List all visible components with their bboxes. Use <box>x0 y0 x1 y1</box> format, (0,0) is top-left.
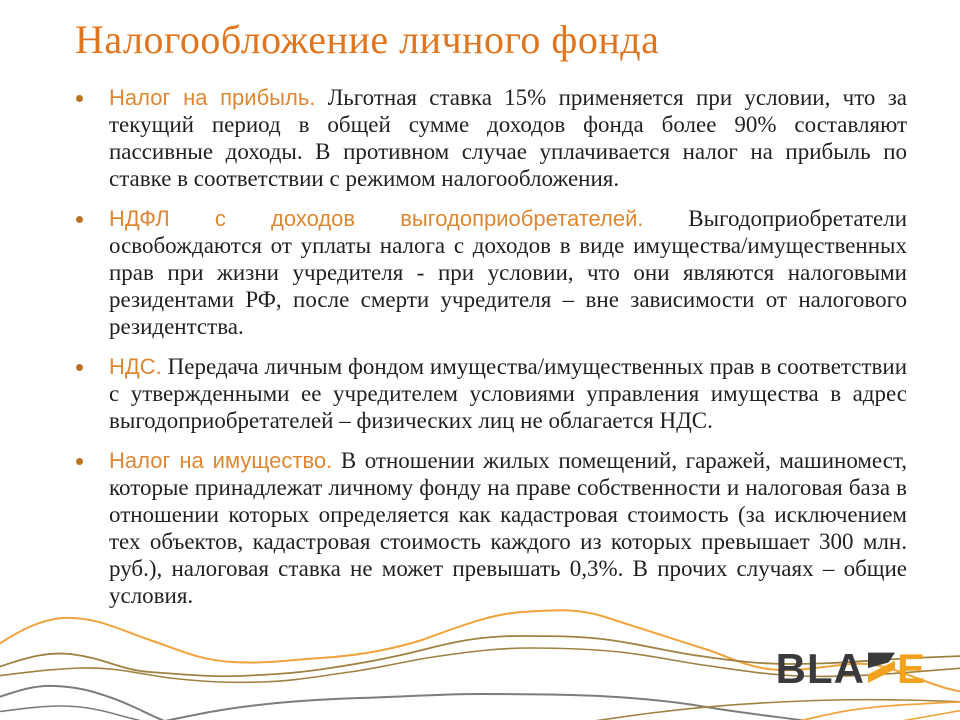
wave-line-tan-bottom-right <box>560 700 960 720</box>
wave-line-gray-left-hump <box>0 686 172 720</box>
bullet-lead: Налог на имущество. <box>109 448 333 473</box>
bullet-marker <box>76 216 83 223</box>
bullet-item-ndfl <box>75 205 907 340</box>
wave-line-orange-corner <box>878 710 960 720</box>
logo-z-glyph <box>868 652 895 683</box>
bullet-lead: Налог на прибыль. <box>109 85 316 110</box>
slide-title: Налогообложение личного фонда <box>75 17 660 62</box>
bullet-text: В отношении жилых помещений, гаражей, машиномест, которые принадлежат личному фонду на праве собственности и налоговая база в отношении которых определяется как кадастровая стоимость (за исключением тех объектов, кадастровая стоимость каждого из которых превышает 300 млн. руб.), налоговая ставка не может превышать 0,3%. В прочих случаях – общие условия. <box>109 448 907 608</box>
bullet-text: Выгодоприобретатели освобождаются от уплаты налога с доходов в виде имущества/имущественных прав при жизни учредителя - при условии, что они являются налоговыми резидентами РФ, после смерти учредителя – вне зависимости от налогового резидентства. <box>109 206 908 339</box>
bullet-lead: НДС. <box>109 354 162 379</box>
bullet-marker <box>76 95 83 102</box>
blaze-logo <box>775 645 926 692</box>
bullet-text: Передача личным фондом имущества/имущественных прав в соответствии с утвержденными ее учредителем условиями управления имущества в адрес выгодоприобретателей – физических лиц не облагается НДС. <box>109 354 908 433</box>
wave-line-orange-bottom-right <box>770 702 960 720</box>
bullet-marker <box>76 458 83 465</box>
bullet-marker <box>76 364 83 371</box>
bullet-item-property-tax <box>75 447 907 609</box>
logo-text-e: E <box>896 645 926 692</box>
bullet-text: Льготная ставка 15% применяется при условии, что за текущий период в общей сумме доходов фонда более 90% составляют пассивные доходы. В противном случае уплачивается налог на прибыль по ставке в соответствии с режимом налогообложения. <box>109 85 907 191</box>
bullet-item-profit-tax <box>75 84 907 192</box>
wave-line-gray-bottom-left <box>0 706 172 720</box>
bullet-item-nds <box>75 353 907 434</box>
logo-text-bla: BLA <box>775 645 865 692</box>
wave-line-gray-long <box>150 694 862 720</box>
bullet-lead: НДФЛ с доходов выгодоприобретателей. <box>109 206 644 231</box>
bullet-list <box>75 84 907 622</box>
